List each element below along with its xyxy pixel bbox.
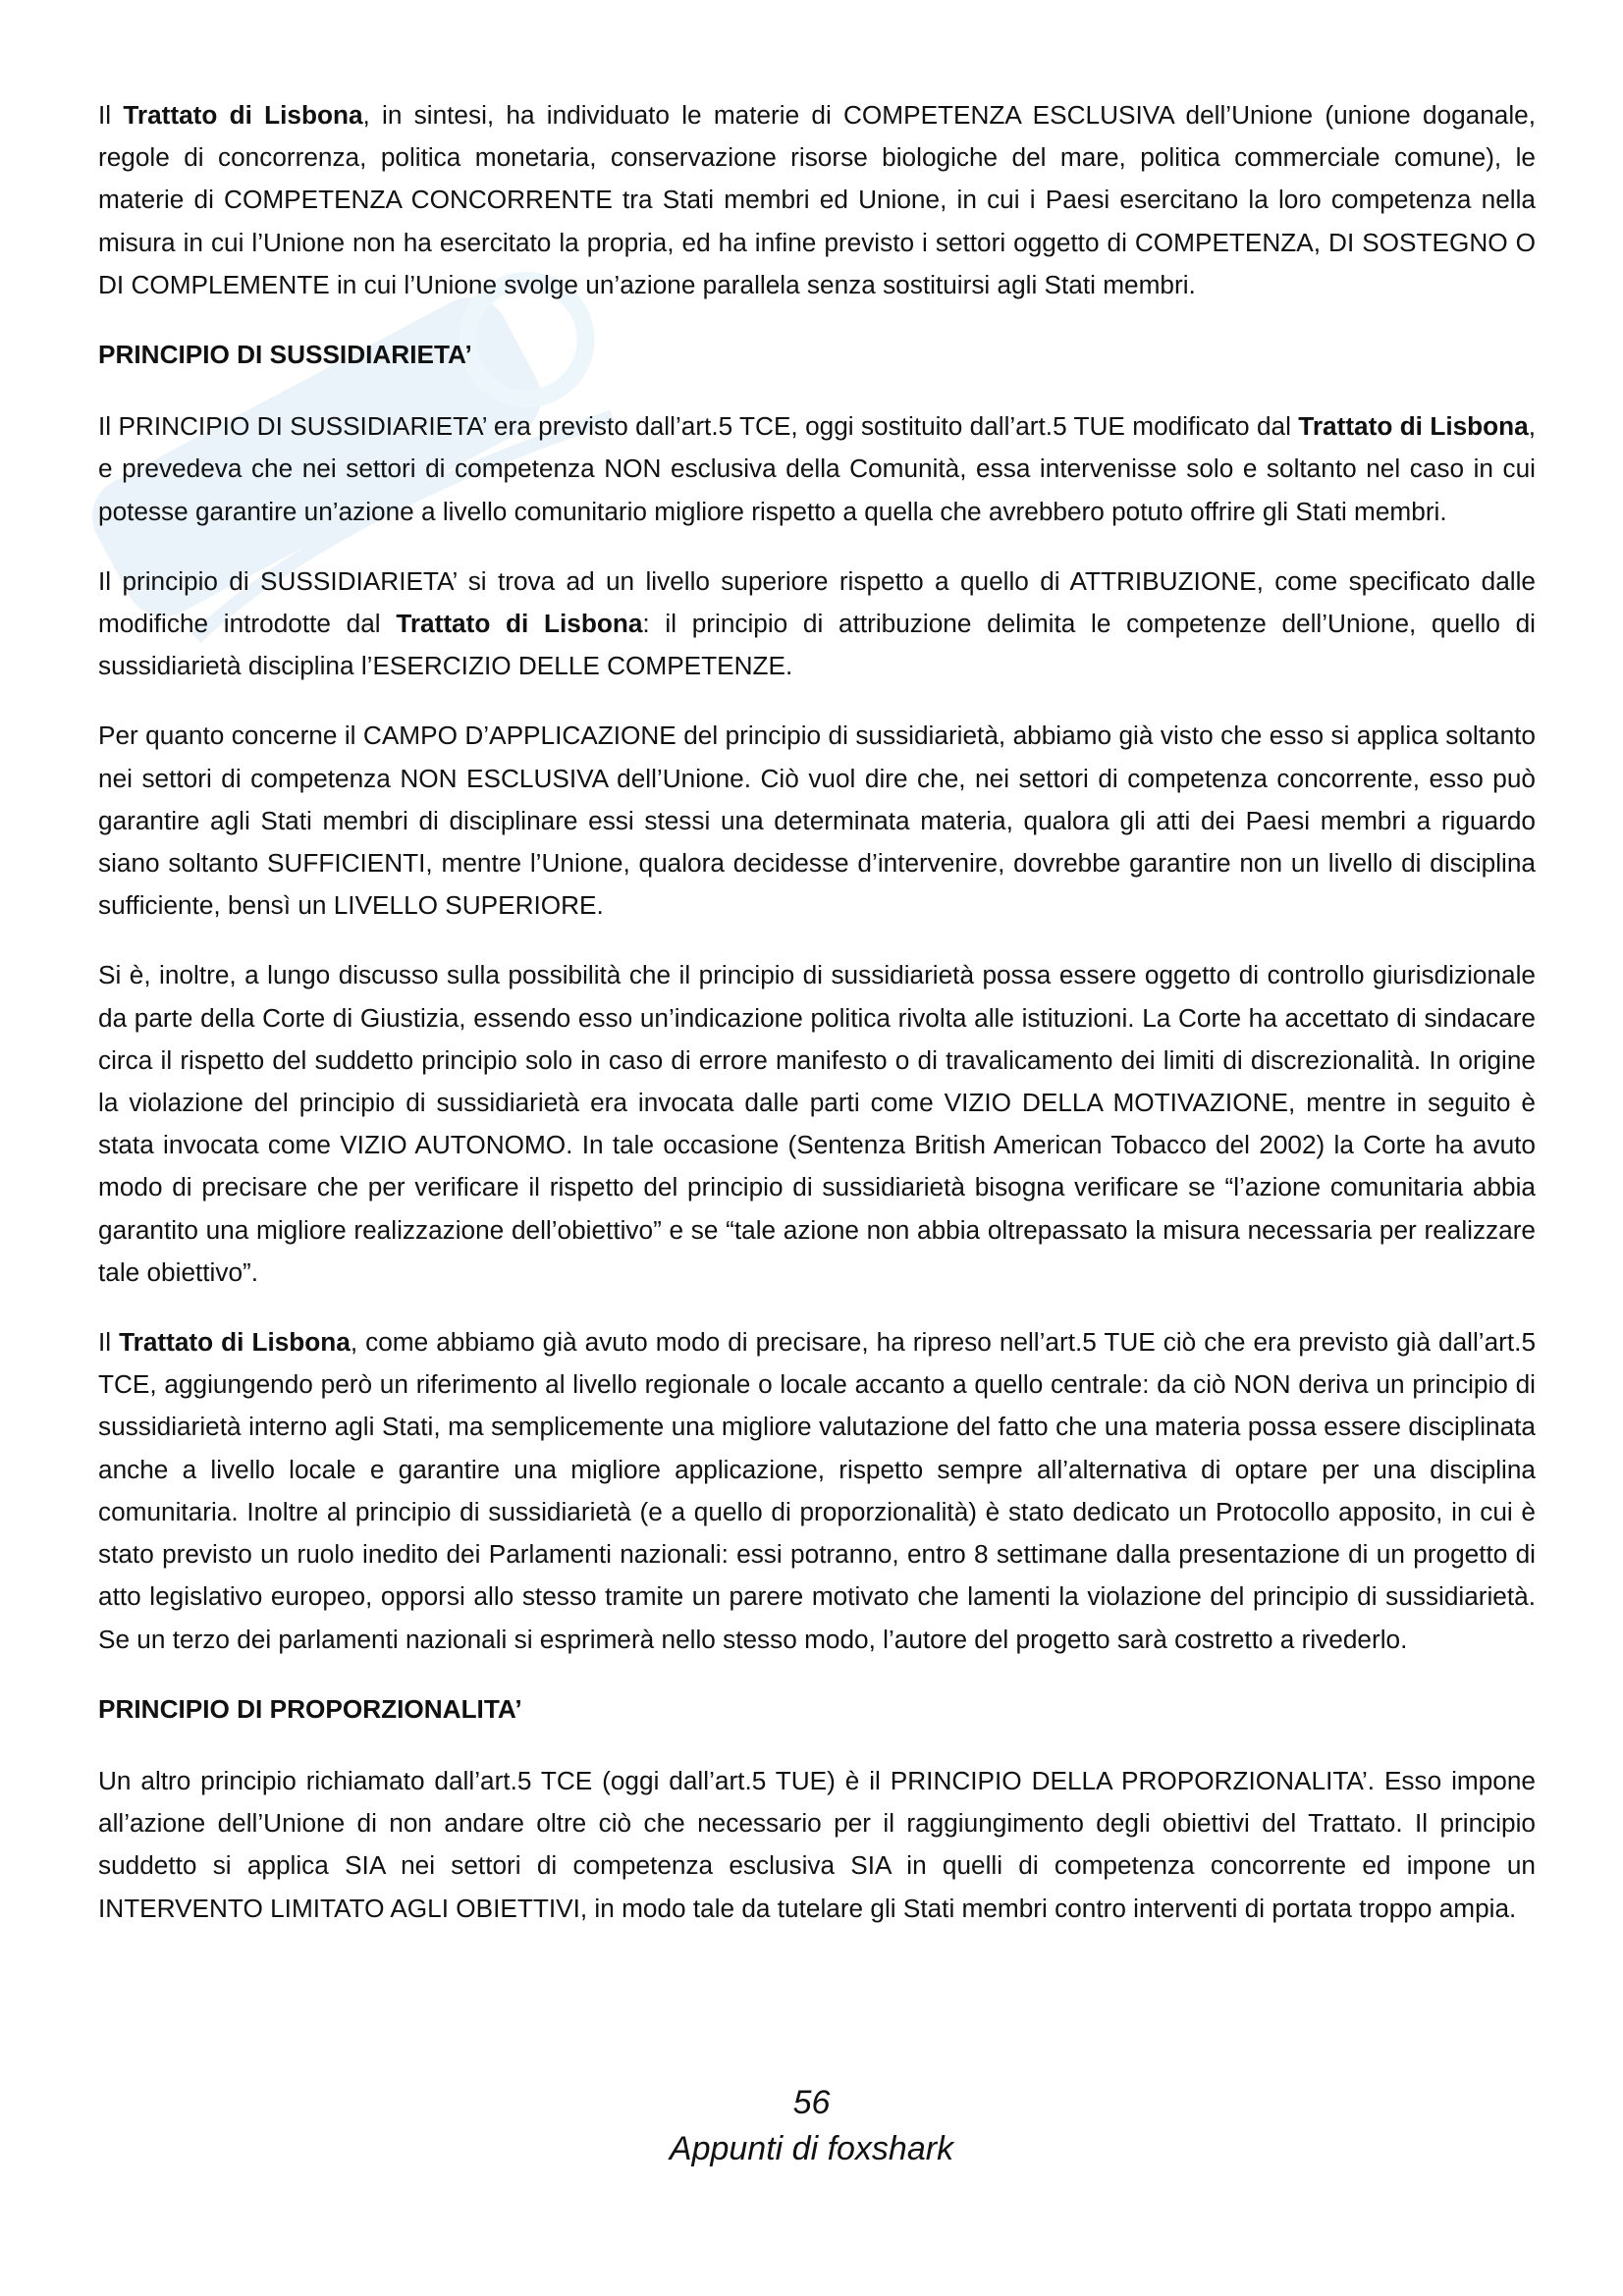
text-run: Il principio di SUSSIDIARIETA’ si trova ad un livello superiore rispetto a quello di ATTRIBUZIONE, come specificato dalle modifiche introdotte dal bbox=[98, 565, 1536, 639]
body-paragraph bbox=[98, 715, 1536, 927]
text-run: , e prevedeva che nei settori di competenza NON esclusiva della Comunità, essa intervenisse solo e soltanto nel caso in cui potesse garantire un’azione a livello comunitario migliore rispetto a quella che avrebbero potuto offrire gli Stati membri. bbox=[98, 411, 1536, 526]
body-paragraph bbox=[98, 1760, 1536, 1930]
body-paragraph bbox=[98, 405, 1536, 533]
bold-text: PRINCIPIO DI PROPORZIONALITA’ bbox=[98, 1693, 522, 1724]
body-paragraph bbox=[98, 94, 1536, 306]
section-heading bbox=[98, 1688, 1536, 1731]
text-run: Si è, inoltre, a lungo discusso sulla possibilità che il principio di sussidiarietà possa essere oggetto di controllo giurisdizionale da parte della Corte di Giustizia, essendo esso un’indicazione politica rivolta alle istituzioni. La Corte ha accettato di sindacare circa il rispetto del suddetto principio solo in caso di errore manifesto o di travalicamento dei limiti di discrezionalità. In origine la violazione del principio di sussidiarietà era invocata dalle parti come VIZIO DELLA MOTIVAZIONE, mentre in seguito è stata invocata come VIZIO AUTONOMO. In tale occasione (Sentenza British American Tobacco del 2002) la Corte ha avuto modo di precisare che per verificare il rispetto del principio di sussidiarietà bisogna verificare se “l’azione comunitaria abbia garantito una migliore realizzazione dell’obiettivo” e se “tale azione non abbia oltrepassato la misura necessaria per realizzare tale obiettivo”. bbox=[98, 960, 1536, 1287]
bold-text: Trattato di Lisbona bbox=[1298, 411, 1529, 442]
text-run: Il bbox=[98, 100, 124, 130]
text-run: , come abbiamo già avuto modo di precisare, ha ripreso nell’art.5 TUE ciò che era previsto già dall’art.5 TCE, aggiungendo però un riferimento al livello regionale o locale accanto a quello centrale: da ciò NON deriva un principio di sussidiarietà interno agli Stati, ma semplicemente una migliore valutazione del fatto che una materia possa essere disciplinata anche a livello locale e garantire una migliore applicazione, rispetto sempre all’alternativa di optare per una disciplina comunitaria. Inoltre al principio di sussidiarietà (e a quello di proporzionalità) è stato dedicato un Protocollo apposito, in cui è stato previsto un ruolo inedito dei Parlamenti nazionali: essi potranno, entro 8 settimane dalla presentazione di un progetto di atto legislativo europeo, opporsi allo stesso tramite un parere motivato che lamenti la violazione del principio di sussidiarietà. Se un terzo dei parlamenti nazionali si esprimerà nello stesso modo, l’autore del progetto sarà costretto a rivederlo. bbox=[98, 1327, 1537, 1654]
body-paragraph bbox=[98, 561, 1536, 688]
footer-author: Appunti di foxshark bbox=[669, 2130, 954, 2167]
body-paragraph bbox=[98, 1321, 1536, 1661]
section-heading bbox=[98, 334, 1536, 376]
text-run: : il principio di attribuzione delimita le competenze dell’Unione, quello di sussidiarietà disciplina l’ESERCIZIO DELLE COMPETENZE. bbox=[98, 609, 1536, 681]
text-run: , in sintesi, ha individuato le materie di COMPETENZA ESCLUSIVA dell’Unione (unione doganale, regole di concorrenza, politica monetaria, conservazione risorse biologiche del mare, politica commerciale comune), le materie di COMPETENZA CONCORRENTE tra Stati membri ed Unione, in cui i Paesi esercitano la loro competenza nella misura in cui l’Unione non ha esercitato la propria, ed ha infine previsto i settori oggetto di COMPETENZA, DI SOSTEGNO O DI COMPLEMENTE in cui l’Unione svolge un’azione parallela senza sostituirsi agli Stati membri. bbox=[98, 100, 1536, 299]
text-run: Un altro principio richiamato dall’art.5 TCE (oggi dall’art.5 TUE) è il PRINCIPIO DELLA PROPORZIONALITA’. Esso impone all’azione dell’Unione di non andare oltre ciò che necessario per il raggiungimento degli obiettivi del Trattato. Il principio suddetto si applica SIA nei settori di competenza esclusiva SIA in quelli di competenza concorrente ed impone un INTERVENTO LIMITATO AGLI OBIETTIVI, in modo tale da tutelare gli Stati membri contro interventi di portata troppo ampia. bbox=[98, 1765, 1536, 1923]
text-run: Per quanto concerne il CAMPO D’APPLICAZIONE del principio di sussidiarietà, abbiamo già visto che esso si applica soltanto nei settori di competenza NON ESCLUSIVA dell’Unione. Ciò vuol dire che, nei settori di competenza concorrente, esso può garantire agli Stati membri di disciplinare essi stessi una determinata materia, qualora gli atti dei Paesi membri a riguardo siano soltanto SUFFICIENTI, mentre l’Unione, qualora decidesse d’intervenire, dovrebbe garantire non un livello di disciplina sufficiente, bensì un LIVELLO SUPERIORE. bbox=[98, 721, 1536, 921]
bold-text: Trattato di Lisbona bbox=[119, 1327, 351, 1358]
document-body bbox=[98, 94, 1536, 1957]
text-run: Il bbox=[98, 1327, 120, 1358]
page-number: 56 bbox=[792, 2084, 831, 2121]
bold-text: Trattato di Lisbona bbox=[123, 100, 363, 130]
text-run: Il PRINCIPIO DI SUSSIDIARIETA’ era previsto dall’art.5 TCE, oggi sostituito dall’art.5 TUE modificato dal bbox=[98, 411, 1299, 442]
bold-text: PRINCIPIO DI SUSSIDIARIETA’ bbox=[98, 340, 472, 370]
bold-text: Trattato di Lisbona bbox=[396, 609, 643, 639]
body-paragraph bbox=[98, 954, 1536, 1294]
